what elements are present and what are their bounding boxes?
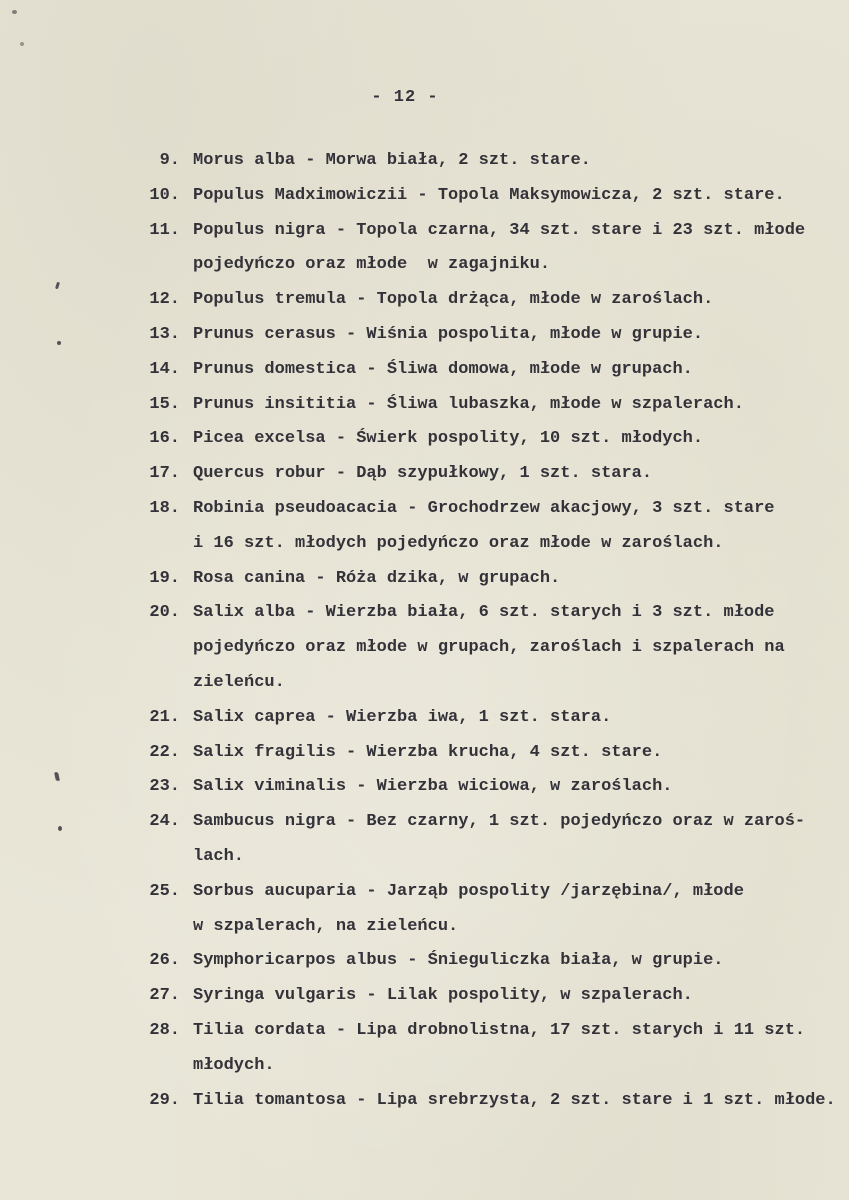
item-text	[193, 388, 824, 423]
ink-speck	[54, 772, 60, 782]
list-item	[134, 1084, 836, 1119]
item-text	[193, 318, 824, 353]
list-item	[134, 492, 824, 562]
item-number: 14.	[149, 359, 180, 379]
item-number: 9.	[159, 151, 180, 170]
item-text-line: Prunus cerasus - Wiśnia pospolita, młode w grupie.	[193, 324, 704, 344]
item-text	[193, 179, 824, 214]
list-item	[134, 701, 824, 736]
item-text-line: Populus Madximowiczii - Topola Maksymowicza, 2 szt. stare.	[193, 185, 785, 205]
item-text	[193, 736, 824, 771]
item-text-line: Populus tremula - Topola drżąca, młode w zaroślach.	[193, 290, 714, 310]
ink-speck	[55, 282, 60, 290]
ink-speck	[58, 826, 62, 831]
item-text-line: pojedyńczo oraz młode w zagajniku.	[193, 255, 551, 275]
list-item	[134, 562, 824, 597]
item-text	[193, 422, 824, 457]
plant-list	[134, 144, 836, 1118]
item-text-line: w szpalerach, na zieleńcu.	[193, 916, 459, 936]
item-number: 17.	[149, 464, 180, 484]
list-item	[134, 214, 824, 284]
item-number: 16.	[149, 429, 180, 449]
list-item	[134, 736, 824, 771]
list-item	[134, 318, 824, 353]
list-item	[134, 457, 824, 492]
item-number: 20.	[149, 603, 180, 623]
item-text-line: i 16 szt. młodych pojedyńczo oraz młode w zaroślach.	[193, 533, 724, 553]
item-text-line: młodych.	[193, 1055, 275, 1075]
item-text	[193, 353, 824, 388]
item-text-line: lach.	[193, 846, 245, 866]
item-number: 26.	[149, 951, 180, 971]
item-text-line: Salix fragilis - Wierzba krucha, 4 szt. stare.	[193, 742, 663, 762]
list-item	[134, 770, 824, 805]
list-item	[134, 388, 824, 423]
item-text	[193, 283, 824, 318]
item-text	[193, 457, 824, 492]
ink-speck	[57, 341, 61, 345]
item-text-line: Salix alba - Wierzba biała, 6 szt. starych i 3 szt. młode	[193, 603, 775, 623]
list-item	[134, 353, 824, 388]
ink-speck	[12, 10, 17, 14]
item-text-line: Quercus robur - Dąb szypułkowy, 1 szt. stara.	[193, 464, 653, 484]
item-text	[193, 596, 824, 700]
item-text-line: Salix viminalis - Wierzba wiciowa, w zaroślach.	[193, 777, 673, 797]
item-text-line: pojedyńczo oraz młode w grupach, zaroślach i szpalerach na	[193, 638, 785, 658]
item-text	[193, 805, 824, 875]
item-text-line: Tilia cordata - Lipa drobnolistna, 17 szt. starych i 11 szt.	[193, 1020, 806, 1040]
item-text-line: zieleńcu.	[193, 672, 285, 692]
item-text-line: Symphoricarpos albus - Śnieguliczka biała, w grupie.	[193, 951, 724, 971]
page-number: - 12 -	[371, 88, 439, 107]
item-text-line: Sambucus nigra - Bez czarny, 1 szt. pojedyńczo oraz w zaroś-	[193, 812, 806, 832]
item-number: 27.	[149, 986, 180, 1006]
item-number: 15.	[149, 394, 180, 414]
item-text-line: Prunus domestica - Śliwa domowa, młode w grupach.	[193, 359, 693, 379]
item-number: 24.	[149, 812, 180, 832]
item-text	[193, 492, 824, 562]
item-number: 23.	[149, 777, 180, 797]
item-number: 18.	[149, 498, 180, 518]
list-item	[134, 1014, 824, 1084]
item-text	[193, 144, 824, 179]
item-number: 12.	[149, 290, 180, 310]
item-number: 19.	[149, 568, 180, 588]
list-item	[134, 875, 824, 945]
item-text	[193, 562, 824, 597]
list-item	[134, 596, 824, 700]
ink-speck	[20, 42, 24, 46]
item-text-line: Robinia pseudoacacia - Grochodrzew akacjowy, 3 szt. stare	[193, 498, 775, 518]
item-text-line: Morus alba - Morwa biała, 2 szt. stare.	[193, 151, 591, 170]
item-text	[193, 701, 824, 736]
item-text	[193, 944, 824, 979]
item-number: 28.	[149, 1020, 180, 1040]
item-text-line: Picea excelsa - Świerk pospolity, 10 szt. młodych.	[193, 429, 704, 449]
list-item	[134, 283, 824, 318]
item-text-line: Populus nigra - Topola czarna, 34 szt. stare i 23 szt. młode	[193, 220, 806, 240]
item-text-line: Tilia tomantosa - Lipa srebrzysta, 2 szt. stare i 1 szt. młode.	[193, 1090, 836, 1110]
item-text-line: Sorbus aucuparia - Jarząb pospolity /jarzębina/, młode	[193, 881, 744, 901]
item-text-line: Syringa vulgaris - Lilak pospolity, w szpalerach.	[193, 986, 693, 1006]
item-text	[193, 214, 824, 284]
item-number: 21.	[149, 707, 180, 727]
item-number: 11.	[149, 220, 180, 240]
item-text	[193, 770, 824, 805]
item-text-line: Prunus insititia - Śliwa lubaszka, młode w szpalerach.	[193, 394, 744, 414]
item-text	[193, 875, 824, 945]
list-item	[134, 944, 824, 979]
item-number: 25.	[149, 881, 180, 901]
list-item	[134, 805, 824, 875]
item-text	[193, 979, 824, 1014]
item-text	[193, 1014, 824, 1084]
item-number: 10.	[149, 185, 180, 205]
item-text	[193, 1084, 836, 1119]
list-item	[134, 979, 824, 1014]
item-number: 13.	[149, 324, 180, 344]
list-item	[134, 179, 824, 214]
list-item	[134, 422, 824, 457]
item-text-line: Rosa canina - Róża dzika, w grupach.	[193, 568, 561, 588]
item-number: 22.	[149, 742, 180, 762]
list-item	[134, 144, 824, 179]
item-number: 29.	[149, 1090, 180, 1110]
item-text-line: Salix caprea - Wierzba iwa, 1 szt. stara.	[193, 707, 612, 727]
